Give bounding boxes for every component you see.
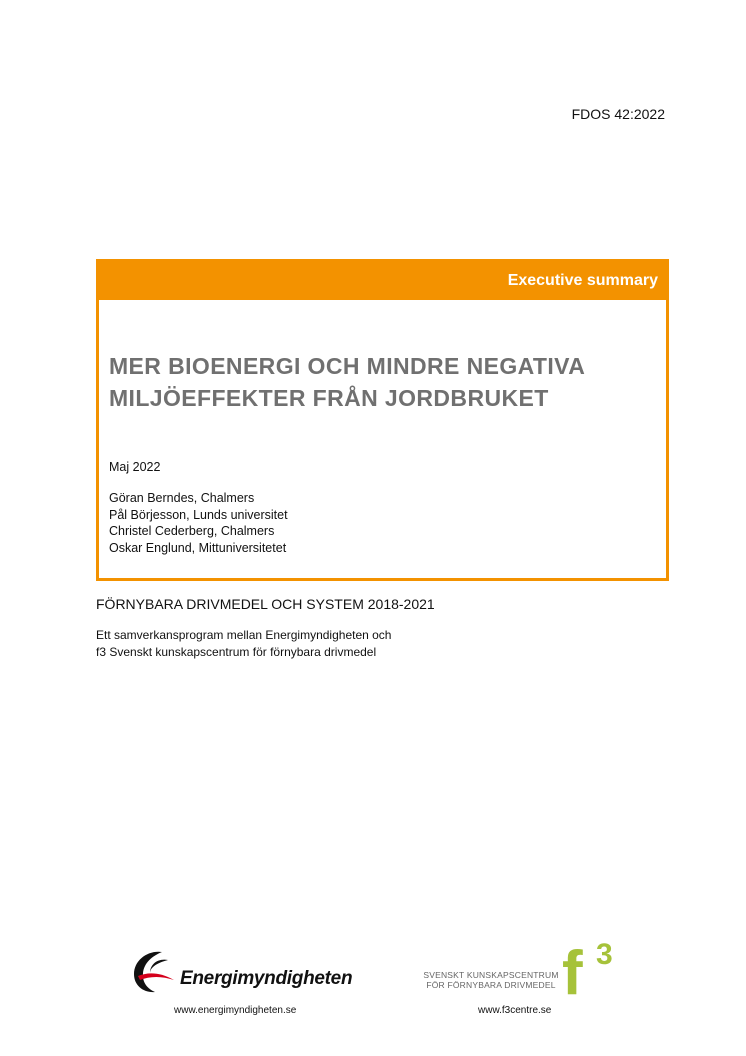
author-list bbox=[109, 490, 288, 556]
title-box bbox=[96, 259, 669, 581]
energimyndigheten-logo bbox=[128, 942, 368, 1016]
energimyndigheten-swoosh-icon bbox=[128, 946, 178, 996]
author-item: Oskar Englund, Mittuniversitetet bbox=[109, 540, 287, 555]
box-header bbox=[99, 262, 666, 300]
f3-mark-icon bbox=[562, 938, 624, 998]
f3-tagline-line-2: FÖR FÖRNYBARA DRIVMEDEL bbox=[426, 980, 556, 990]
program-description-line-2: f3 Svenskt kunskapscentrum för förnybara drivmedel bbox=[96, 645, 377, 659]
f3-mark-number: 3 bbox=[596, 938, 613, 971]
main-title bbox=[109, 350, 649, 414]
header-label: Executive summary bbox=[507, 272, 658, 289]
program-name: FÖRNYBARA DRIVMEDEL OCH SYSTEM 2018-2021 bbox=[96, 596, 435, 612]
f3-tagline bbox=[420, 970, 562, 990]
report-number: FDOS 42:2022 bbox=[571, 106, 665, 122]
f3-url[interactable]: www.f3centre.se bbox=[478, 1005, 552, 1016]
author-item: Pål Börjesson, Lunds universitet bbox=[109, 507, 288, 522]
title-line-1: MER BIOENERGI OCH MINDRE NEGATIVA bbox=[109, 353, 586, 379]
title-line-2: MILJÖEFFEKTER FRÅN JORDBRUKET bbox=[109, 385, 549, 411]
energimyndigheten-name: Energimyndigheten bbox=[180, 968, 353, 989]
program-description-line-1: Ett samverkansprogram mellan Energimyndigheten och bbox=[96, 628, 392, 642]
author-item: Göran Berndes, Chalmers bbox=[109, 491, 255, 505]
f3-mark-letter: f bbox=[562, 939, 583, 998]
publication-date: Maj 2022 bbox=[109, 460, 161, 474]
energimyndigheten-url[interactable]: www.energimyndigheten.se bbox=[174, 1005, 297, 1016]
f3-tagline-line-1: SVENSKT KUNSKAPSCENTRUM bbox=[423, 970, 559, 980]
f3-logo bbox=[416, 938, 646, 1016]
author-item: Christel Cederberg, Chalmers bbox=[109, 524, 275, 538]
program-description bbox=[96, 627, 516, 661]
